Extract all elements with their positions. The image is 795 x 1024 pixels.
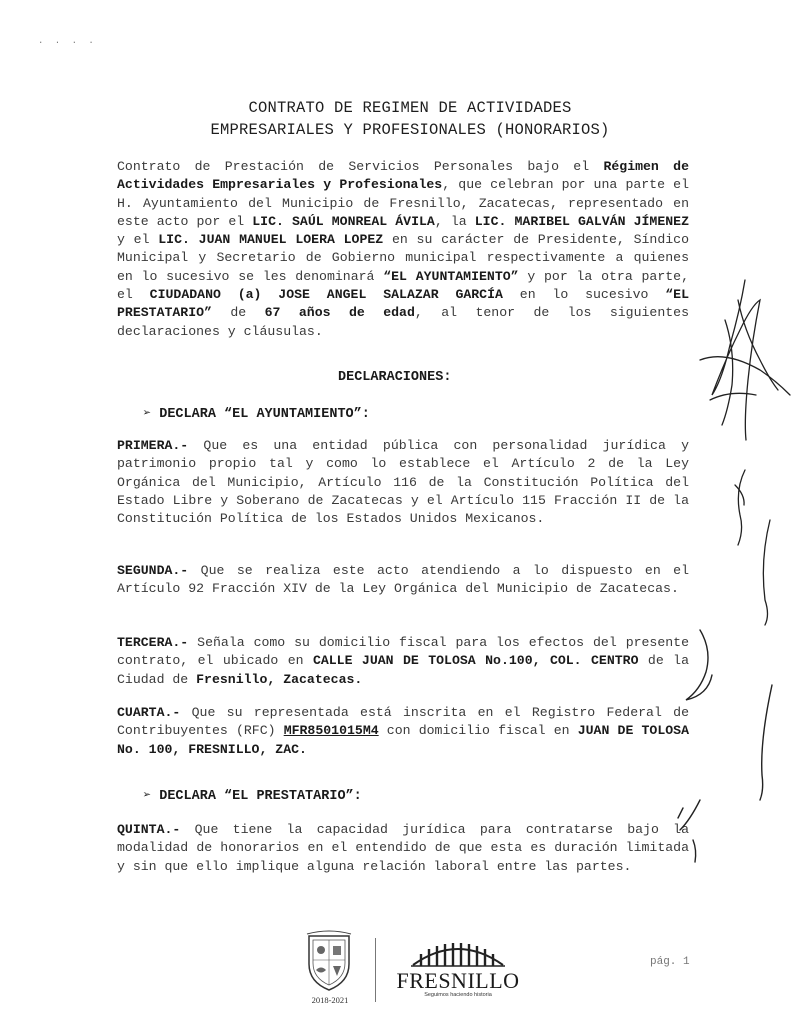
signature-bottom (678, 630, 772, 862)
signature-middle (735, 470, 770, 625)
administration-years: 2018-2021 (311, 995, 349, 1005)
clause-primera: PRIMERA.- Que es una entidad pública con personalidad jurídica y patrimonio propio tal y como lo establece el Artículo 2 de la Ley Orgánica del Municipio, Artículo 116 de la Constitución Política del Estado Libre y Soberano de Zacatecas y el Artículo 115 Fracción II de la Constitución Política de los Estados Unidos Mexicanos. (117, 438, 689, 527)
clause-tercera: TERCERA.- Señala como su domicilio fiscal para los efectos del presente contrato, el ubicado en CALLE JUAN DE TOLOSA No.100, COL. CENTRO de la Ciudad de Fresnillo, Zacatecas. (117, 635, 689, 687)
declara-ayuntamiento-heading: ➢ DECLARA “EL AYUNTAMIENTO”: (143, 407, 370, 422)
signature-top (700, 280, 790, 440)
logo-name: FRESNILLO (396, 968, 520, 993)
logo-slogan: Seguimos haciendo historia (424, 992, 492, 998)
intro-paragraph: Contrato de Prestación de Servicios Personales bajo el Régimen de Actividades Empresariales y Profesionales, que celebran por una parte el H. Ayuntamiento del Municipio de Fresnillo, Zacatecas, representado en este acto por el LIC. SAÚL MONREAL ÁVILA, la LIC. MARIBEL GALVÁN JÍMENEZ y el LIC. JUAN MANUEL LOERA LOPEZ en su carácter de Presidente, Síndico Municipal y Secretario de Gobierno municipal respectivamente a quienes en lo sucesivo se les denominará “EL AYUNTAMIENTO” y por la otra parte, el CIUDADANO (a) JOSE ANGEL SALAZAR GARCÍA en lo sucesivo “EL PRESTATARIO” de 67 años de edad, al tenor de los siguientes declaraciones y cláusulas. (117, 159, 690, 339)
declara-prestatario-heading: ➢ DECLARA “EL PRESTATARIO”: (143, 789, 362, 804)
document-title-line-2: EMPRESARIALES Y PROFESIONALES (HONORARIOS) (210, 121, 610, 139)
clause-quinta: QUINTA.- Que tiene la capacidad jurídica para contratarse bajo la modalidad de honorarios en el entendido de que esta es duración limitada y sin que ello implique alguna relación laboral entre las partes. (117, 822, 689, 874)
declaraciones-heading: DECLARACIONES: (338, 370, 452, 385)
footer-divider (375, 938, 376, 1002)
document-title-line-1: CONTRATO DE REGIMEN DE ACTIVIDADES (248, 99, 572, 117)
municipal-seal-icon (303, 930, 355, 996)
page-number: pág. 1 (650, 956, 690, 968)
scan-speck-marks: · · · · (38, 38, 97, 48)
clause-cuarta: CUARTA.- Que su representada está inscrita en el Registro Federal de Contribuyentes (RFC) MFR8501015M4 con domicilio fiscal en JUAN DE TOLOSA No. 100, FRESNILLO, ZAC. (117, 705, 689, 757)
rfc-number: MFR8501015M4 (283, 723, 379, 739)
clause-segunda: SEGUNDA.- Que se realiza este acto atendiendo a lo dispuesto en el Artículo 92 Fracción XIV de la Ley Orgánica del Municipio de Zacatecas. (117, 563, 689, 597)
